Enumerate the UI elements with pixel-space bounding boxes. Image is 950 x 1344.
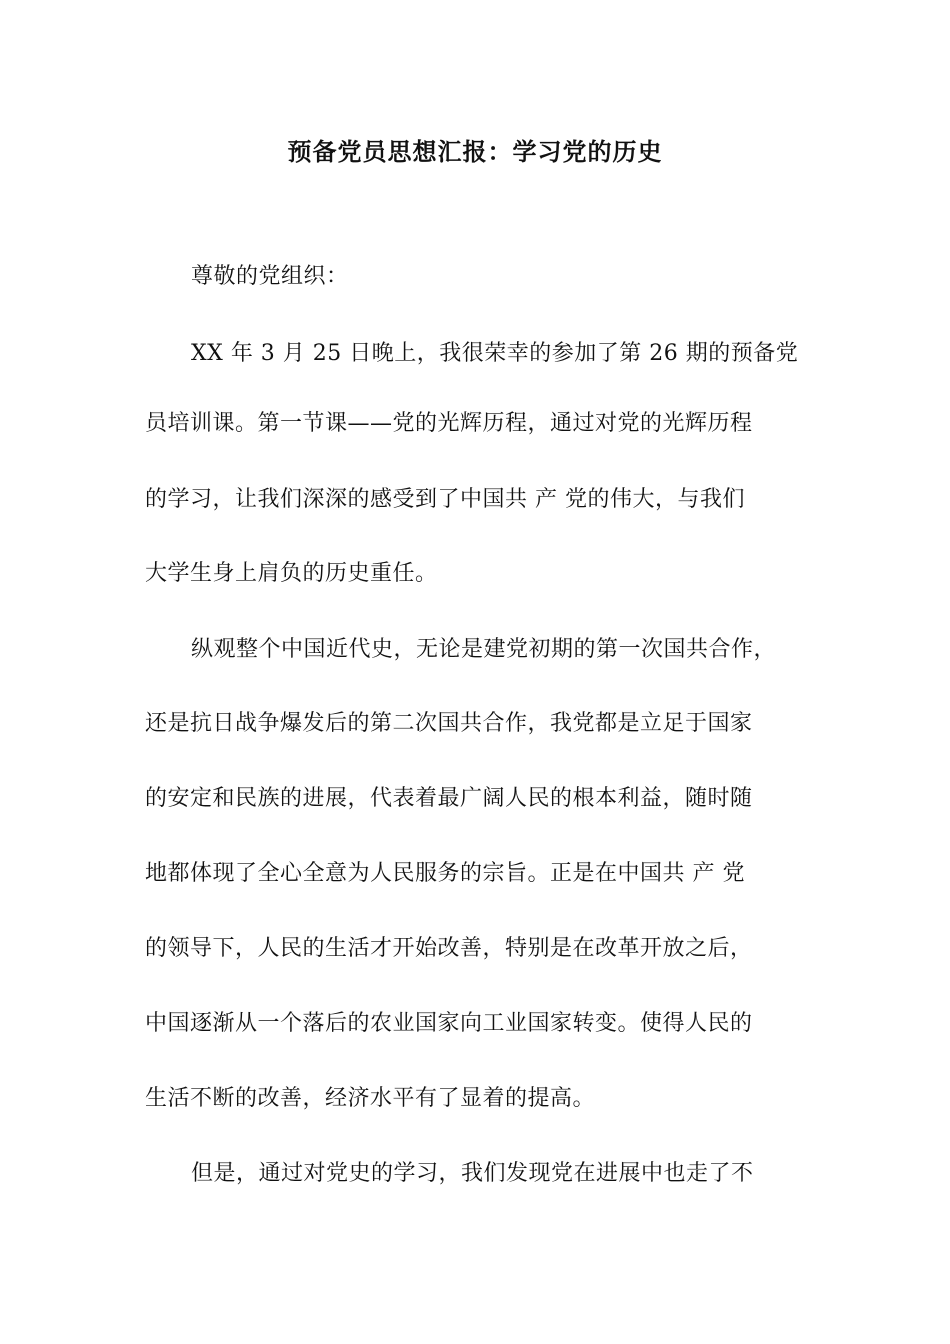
paragraph-line: 还是抗日战争爆发后的第二次国共合作，我党都是立足于国家 [145,711,753,736]
paragraph-line: 但是，通过对党史的学习，我们发现党在进展中也走了不 [191,1161,754,1186]
paragraph-line: 地都体现了全心全意为人民服务的宗旨。正是在中国共 产 党 [145,861,745,886]
paragraph-line: 中国逐渐从一个落后的农业国家向工业国家转变。使得人民的 [145,1011,753,1036]
paragraph-line: 大学生身上肩负的历史重任。 [145,561,438,586]
paragraph-line: 的安定和民族的进展，代表着最广阔人民的根本利益，随时随 [145,786,753,811]
paragraph-line: 的领导下，人民的生活才开始改善，特别是在改革开放之后， [145,936,753,961]
paragraph-line: 的学习，让我们深深的感受到了中国共 产 党的伟大，与我们 [145,487,745,512]
paragraph-line: 生活不断的改善，经济水平有了显着的提高。 [145,1086,596,1111]
paragraph-line: 纵观整个中国近代史，无论是建党初期的第一次国共合作， [191,637,777,662]
document-title: 预备党员思想汇报：学习党的历史 [287,137,663,166]
paragraph-line: 员培训课。第一节课——党的光辉历程，通过对党的光辉历程 [145,411,753,436]
salutation: 尊敬的党组织： [191,264,349,289]
paragraph-line: XX 年 3 月 25 日晚上，我很荣幸的参加了第 26 期的预备党 [191,341,799,366]
